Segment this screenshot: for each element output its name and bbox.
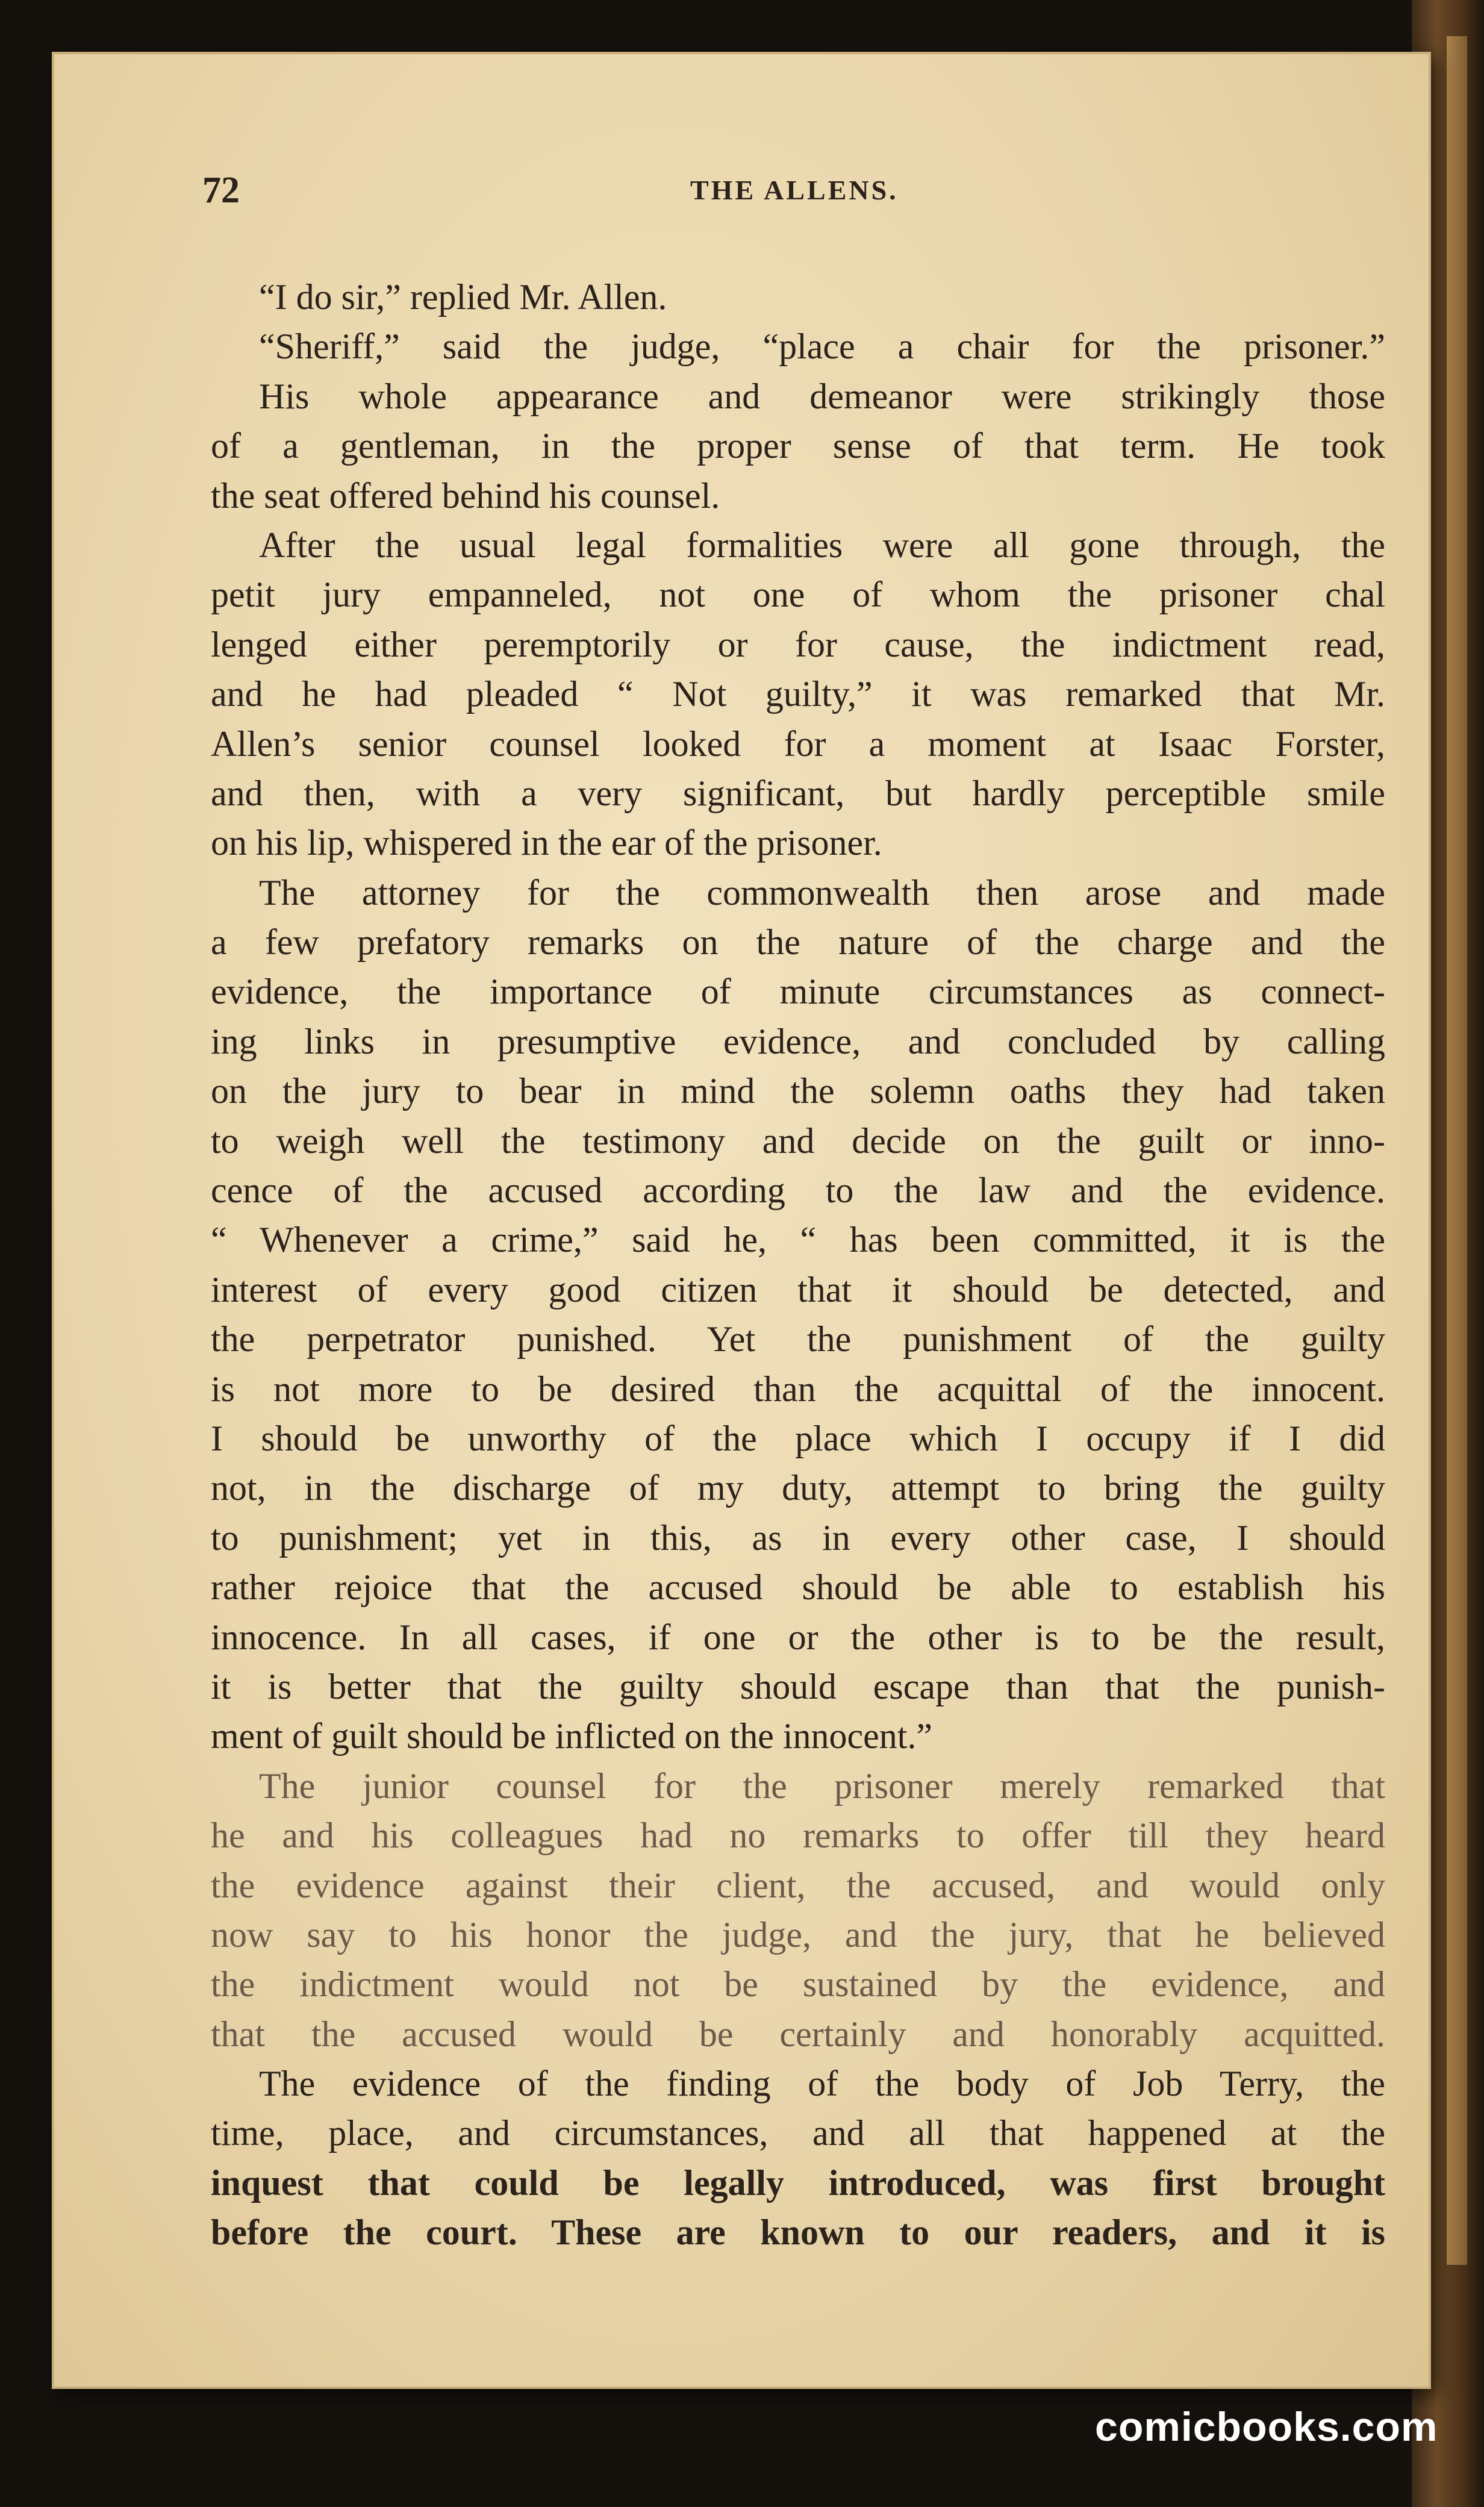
text-line: the seat offered behind his counsel. (211, 475, 720, 516)
text-line: it is better that the guilty should escape than that the punish- (211, 1666, 1385, 1706)
body-text (211, 272, 1385, 2258)
text-line: a few prefatory remarks on the nature of the charge and the (211, 922, 1385, 963)
text-line: The attorney for the commonwealth then arose and made (259, 872, 1385, 913)
text-line: of a gentleman, in the proper sense of that term. He took (211, 426, 1385, 466)
text-line: The junior counsel for the prisoner merely remarked that (259, 1766, 1385, 1806)
text-line: before the court. These are known to our readers, and it is (211, 2212, 1385, 2253)
text-line: the perpetrator punished. Yet the punishment of the guilty (211, 1319, 1385, 1360)
text-line: on the jury to bear in mind the solemn oaths they had taken (211, 1071, 1385, 1111)
text-line: interest of every good citizen that it should be detected, and (211, 1269, 1385, 1310)
text-line: and then, with a very significant, but hardly perceptible smile (211, 773, 1385, 813)
watermark-logo: comicbooks.com (1095, 2404, 1438, 2450)
text-line: the indictment would not be sustained by the evidence, and (211, 1964, 1385, 2005)
text-line: inquest that could be legally introduced, was first brought (211, 2162, 1385, 2203)
text-line: ing links in presumptive evidence, and concluded by calling (211, 1021, 1385, 1061)
page-header (52, 169, 1431, 217)
text-line: the evidence against their client, the accused, and would only (211, 1865, 1385, 1905)
text-line: The evidence of the finding of the body of Job Terry, the (259, 2064, 1385, 2104)
text-line: petit jury empanneled, not one of whom the prisoner chal (211, 575, 1385, 615)
text-line: cence of the accused according to the law and the evidence. (211, 1170, 1385, 1211)
text-line: that the accused would be certainly and honorably acquitted. (211, 2014, 1385, 2054)
text-line: time, place, and circumstances, and all that happened at the (211, 2113, 1385, 2153)
text-line: not, in the discharge of my duty, attempt to bring the guilty (211, 1468, 1385, 1508)
page-number: 72 (202, 170, 240, 211)
text-line: rather rejoice that the accused should be able to establish his (211, 1567, 1385, 1608)
text-line: and he had pleaded “ Not guilty,” it was remarked that Mr. (211, 674, 1385, 714)
text-line: “I do sir,” replied Mr. Allen. (259, 277, 667, 317)
text-line: ment of guilt should be inflicted on the innocent.” (211, 1716, 933, 1756)
text-line: His whole appearance and demeanor were strikingly those (259, 376, 1385, 416)
text-line: “Sheriff,” said the judge, “place a chair for the prisoner.” (259, 326, 1385, 367)
text-line: I should be unworthy of the place which I occupy if I did (211, 1418, 1385, 1458)
book-cover-edge (1447, 36, 1467, 2265)
text-line: is not more to be desired than the acquittal of the innocent. (211, 1369, 1385, 1409)
text-line: “ Whenever a crime,” said he, “ has been committed, it is the (211, 1220, 1385, 1260)
text-line: to weigh well the testimony and decide on the guilt or inno- (211, 1120, 1385, 1161)
text-line: on his lip, whispered in the ear of the prisoner. (211, 823, 882, 863)
text-line: After the usual legal formalities were all gone through, the (259, 525, 1385, 565)
book-page (52, 52, 1431, 2389)
text-line: evidence, the importance of minute circumstances as connect- (211, 972, 1385, 1012)
text-line: lenged either peremptorily or for cause, the indictment read, (211, 624, 1385, 664)
running-title: THE ALLENS. (690, 175, 899, 205)
text-line: Allen’s senior counsel looked for a moment at Isaac Forster, (211, 723, 1385, 764)
text-line: innocence. In all cases, if one or the other is to be the result, (211, 1617, 1385, 1657)
text-line: he and his colleagues had no remarks to offer till they heard (211, 1815, 1385, 1856)
text-line: now say to his honor the judge, and the jury, that he believed (211, 1914, 1385, 1955)
text-line: to punishment; yet in this, as in every other case, I should (211, 1517, 1385, 1558)
